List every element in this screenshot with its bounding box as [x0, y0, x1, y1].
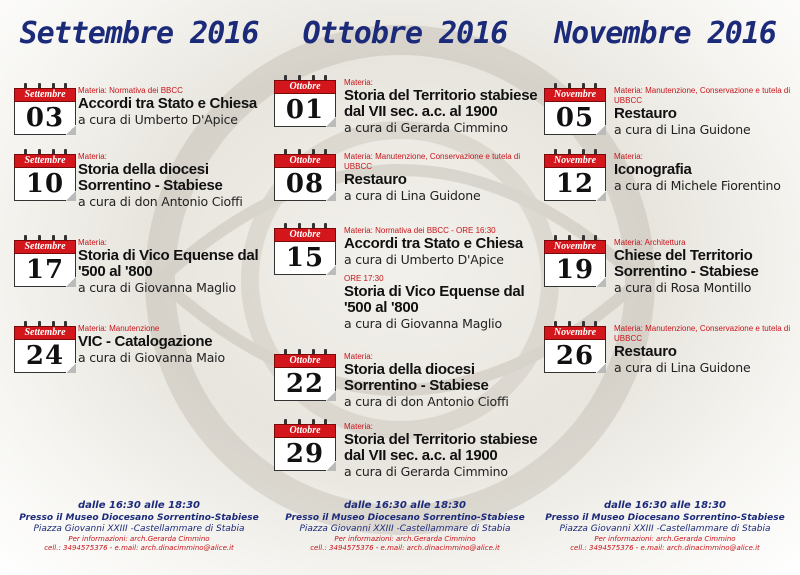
- event-day: 19: [544, 254, 606, 287]
- event-curator: a cura di Michele Fiorentino: [614, 178, 781, 193]
- event-title: Chiese del Territorio Sorrentino - Stabiese: [614, 247, 759, 280]
- event-extra-materia: ORE 17:30: [344, 274, 384, 283]
- event-title: Accordi tra Stato e Chiesa: [78, 95, 257, 112]
- calendar-icon: Settembre 17: [14, 238, 76, 288]
- event-title: VIC - Catalogazione: [78, 333, 213, 350]
- footer-contact: cell.: 3494575376 - e.mail: arch.dinacimmino@alice.it: [44, 544, 234, 552]
- event-title: Iconografia: [614, 161, 692, 178]
- calendar-icon: Novembre 05: [544, 86, 606, 136]
- calendar-icon: Ottobre 29: [274, 422, 336, 472]
- event-materia: Materia:: [614, 152, 643, 161]
- event-extra-curator: a cura di Giovanna Maglio: [344, 316, 502, 331]
- event-materia: Materia: Manutenzione, Conservazione e tutela di UBBCC: [614, 86, 791, 105]
- event-curator: a cura di Lina Guidone: [614, 122, 751, 137]
- month-title: Settembre 2016: [19, 16, 259, 51]
- event-day: 01: [274, 94, 336, 127]
- event-materia: Materia:: [344, 78, 373, 87]
- event-title: Storia di Vico Equense dal '500 al '800: [78, 247, 259, 280]
- calendar-icon: Ottobre 15: [274, 226, 336, 276]
- event-curator: a cura di Umberto D'Apice: [344, 252, 504, 267]
- footer-info: [6, 500, 272, 553]
- event-title: Restauro: [614, 105, 677, 122]
- footer-time: dalle 16:30 alle 18:30: [77, 500, 201, 511]
- calendar-icon: Settembre 03: [14, 86, 76, 136]
- event-curator: a cura di Lina Guidone: [344, 188, 481, 203]
- footer-info-line: Per informazioni: arch.Gerarda Cimmino: [334, 535, 476, 543]
- calendar-icon: Ottobre 22: [274, 352, 336, 402]
- event-day: 22: [274, 368, 336, 401]
- footer-venue: Presso il Museo Diocesano Sorrentino-Stabiese: [19, 513, 259, 523]
- event-curator: a cura di Lina Guidone: [614, 360, 751, 375]
- calendar-icon: Novembre 26: [544, 324, 606, 374]
- event-curator: a cura di Giovanna Maio: [78, 350, 225, 365]
- footer-venue: Presso il Museo Diocesano Sorrentino-Stabiese: [285, 513, 525, 523]
- event-curator: a cura di don Antonio Cioffi: [78, 194, 243, 209]
- event-curator: a cura di Umberto D'Apice: [78, 112, 238, 127]
- event-day: 17: [14, 254, 76, 287]
- event-day: 12: [544, 168, 606, 201]
- event-title: Restauro: [614, 343, 677, 360]
- event-curator: a cura di Rosa Montillo: [614, 280, 752, 295]
- event-extra-title: Storia di Vico Equense dal '500 al '800: [344, 283, 525, 316]
- event-curator: a cura di don Antonio Cioffi: [344, 394, 509, 409]
- event-day: 03: [14, 102, 76, 135]
- event-materia: Materia:: [344, 422, 373, 431]
- event-materia: Materia: Normativa dei BBCC - ORE 16:30: [344, 226, 496, 235]
- event-day: 26: [544, 340, 606, 373]
- footer-info: [272, 500, 538, 553]
- event-materia: Materia: Architettura: [614, 238, 686, 247]
- event-day: 15: [274, 242, 336, 275]
- event-materia: Materia: Manutenzione, Conservazione e tutela di UBBCC: [344, 152, 521, 171]
- calendar-icon: Novembre 12: [544, 152, 606, 202]
- footer-info-line: Per informazioni: arch.Gerarda Cimmino: [594, 535, 736, 543]
- event-materia: Materia:: [344, 352, 373, 361]
- event-title: Storia della diocesi Sorrentino - Stabiese: [78, 161, 223, 194]
- event-title: Accordi tra Stato e Chiesa: [344, 235, 523, 252]
- event-curator: a cura di Giovanna Maglio: [78, 280, 236, 295]
- footer-address: Piazza Giovanni XXIII -Castellammare di Stabia: [559, 524, 771, 534]
- calendar-icon: Ottobre 08: [274, 152, 336, 202]
- event-day: 10: [14, 168, 76, 201]
- event-title: Storia del Territorio stabiese dal VII sec. a.c. al 1900: [344, 431, 538, 464]
- footer-contact: cell.: 3494575376 - e.mail: arch.dinacimmino@alice.it: [570, 544, 760, 552]
- footer-time: dalle 16:30 alle 18:30: [343, 500, 467, 511]
- event-day: 08: [274, 168, 336, 201]
- event-day: 05: [544, 102, 606, 135]
- calendar-icon: Settembre 24: [14, 324, 76, 374]
- footer-venue: Presso il Museo Diocesano Sorrentino-Stabiese: [545, 513, 785, 523]
- calendar-icon: Ottobre 01: [274, 78, 336, 128]
- footer-info-line: Per informazioni: arch.Gerarda Cimmino: [68, 535, 210, 543]
- event-day: 24: [14, 340, 76, 373]
- event-materia: Materia: Manutenzione: [78, 324, 160, 333]
- event-curator: a cura di Gerarda Cimmino: [344, 464, 508, 479]
- event-title: Restauro: [344, 171, 407, 188]
- event-materia: Materia:: [78, 238, 107, 247]
- event-title: Storia della diocesi Sorrentino - Stabiese: [344, 361, 489, 394]
- footer-address: Piazza Giovanni XXIII -Castellammare di Stabia: [299, 524, 511, 534]
- event-day: 29: [274, 438, 336, 471]
- footer-time: dalle 16:30 alle 18:30: [603, 500, 727, 511]
- event-materia: Materia:: [78, 152, 107, 161]
- event-curator: a cura di Gerarda Cimmino: [344, 120, 508, 135]
- event-materia: Materia: Manutenzione, Conservazione e tutela di UBBCC: [614, 324, 791, 343]
- footer-contact: cell.: 3494575376 - e.mail: arch.dinacimmino@alice.it: [310, 544, 500, 552]
- calendar-icon: Novembre 19: [544, 238, 606, 288]
- footer-info: [532, 500, 798, 553]
- event-materia: Materia: Normativa dei BBCC: [78, 86, 183, 95]
- month-title: Ottobre 2016: [302, 16, 508, 51]
- calendar-icon: Settembre 10: [14, 152, 76, 202]
- event-title: Storia del Territorio stabiese dal VII sec. a.c. al 1900: [344, 87, 538, 120]
- month-title: Novembre 2016: [554, 16, 776, 51]
- footer-address: Piazza Giovanni XXIII -Castellammare di Stabia: [33, 524, 245, 534]
